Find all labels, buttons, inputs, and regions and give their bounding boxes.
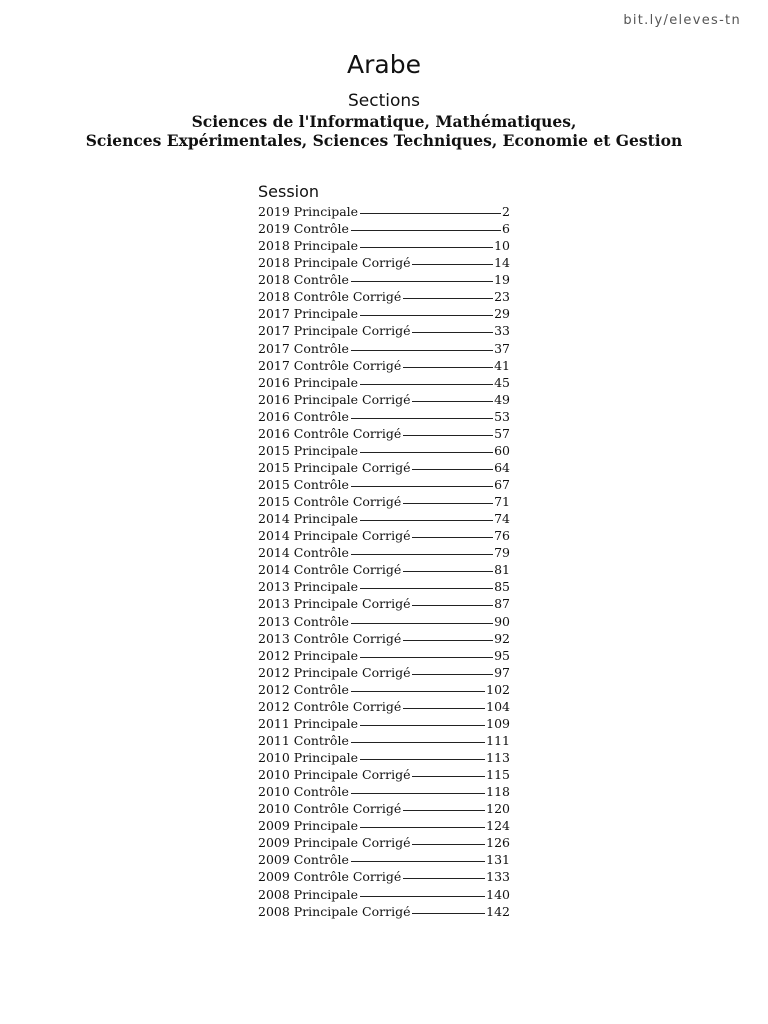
toc-entry-label: 2018 Principale [258,238,359,254]
toc-entry-page-number: 60 [494,442,510,458]
toc-entry[interactable] [258,595,510,612]
toc-entry-label: 2014 Principale [258,511,359,527]
toc-leader-line [360,827,485,828]
toc-entry-page-number: 45 [494,374,510,390]
toc-entry-page-number: 102 [486,681,510,697]
toc-entry-page-number: 126 [486,835,510,851]
toc-entry[interactable] [258,305,510,322]
toc-entry[interactable] [258,357,510,374]
toc-entry[interactable] [258,476,510,493]
toc-entry-page-number: 49 [494,391,510,407]
toc-leader-line [360,759,485,760]
toc-entry-page-number: 133 [486,869,510,885]
sections-list-line-1: Sciences de l'Informatique, Mathématiques, [191,112,577,131]
session-heading: Session [258,182,320,201]
toc-leader-line [351,418,493,419]
toc-leader-line [360,213,501,214]
toc-leader-line [403,878,485,879]
toc-entry-label: 2016 Contrôle [258,408,349,424]
toc-leader-line [360,384,493,385]
toc-entry-label: 2009 Principale Corrigé [258,835,411,851]
toc-entry-page-number: 120 [486,801,510,817]
toc-entry-page-number: 76 [494,528,510,544]
toc-entry-page-number: 118 [486,784,510,800]
toc-entry[interactable] [258,834,510,851]
toc-leader-line [360,657,493,658]
toc-entry-page-number: 64 [494,459,510,475]
toc-entry-label: 2012 Principale Corrigé [258,664,411,680]
toc-entry[interactable] [258,391,510,408]
toc-leader-line [403,503,493,504]
watermark-url: bit.ly/eleves-tn [623,13,741,28]
toc-leader-line [351,861,485,862]
toc-entry-label: 2011 Principale [258,715,359,731]
toc-entry-page-number: 85 [494,579,510,595]
toc-entry[interactable] [258,647,510,664]
toc-entry[interactable] [258,664,510,681]
toc-entry[interactable] [258,732,510,749]
toc-entry-label: 2018 Principale Corrigé [258,255,411,271]
toc-entry-label: 2008 Principale Corrigé [258,903,411,919]
toc-entry-label: 2017 Contrôle [258,340,349,356]
toc-entry-page-number: 23 [494,289,510,305]
toc-leader-line [403,708,485,709]
toc-leader-line [360,247,493,248]
toc-entry[interactable] [258,510,510,527]
toc-entry[interactable] [258,220,510,237]
toc-entry-page-number: 95 [494,647,510,663]
toc-entry[interactable] [258,544,510,561]
toc-entry-page-number: 19 [494,272,510,288]
toc-entry-label: 2015 Contrôle Corrigé [258,494,402,510]
toc-entry-label: 2012 Contrôle [258,681,349,697]
toc-entry[interactable] [258,408,510,425]
document-title: Arabe [347,50,421,79]
toc-leader-line [412,469,493,470]
toc-leader-line [351,554,493,555]
toc-entry[interactable] [258,868,510,885]
toc-leader-line [412,332,493,333]
toc-leader-line [403,810,485,811]
table-of-contents [258,203,510,920]
toc-entry[interactable] [258,766,510,783]
toc-entry-label: 2013 Principale [258,579,359,595]
toc-entry-label: 2010 Principale [258,750,359,765]
toc-leader-line [412,776,485,777]
toc-entry[interactable] [258,271,510,288]
toc-leader-line [351,623,493,624]
toc-leader-line [351,230,501,231]
toc-leader-line [412,913,485,914]
toc-entry[interactable] [258,817,510,834]
sections-heading: Sections [347,91,421,111]
toc-entry-page-number: 113 [486,750,510,765]
toc-leader-line [403,435,493,436]
toc-entry[interactable] [258,322,510,339]
toc-leader-line [412,264,493,265]
toc-entry[interactable] [258,459,510,476]
toc-leader-line [360,896,485,897]
toc-entry-page-number: 14 [494,255,510,271]
toc-leader-line [403,640,493,641]
toc-entry-page-number: 57 [494,425,510,441]
toc-entry-page-number: 79 [494,545,510,561]
toc-entry-page-number: 37 [494,340,510,356]
toc-entry-page-number: 6 [502,221,510,237]
toc-entry-label: 2014 Contrôle [258,545,349,561]
toc-entry-page-number: 53 [494,408,510,424]
toc-entry-page-number: 10 [494,238,510,254]
toc-entry-page-number: 33 [494,323,510,339]
toc-entry-page-number: 140 [486,886,510,902]
toc-entry[interactable] [258,374,510,391]
toc-entry-label: 2013 Contrôle Corrigé [258,630,402,646]
toc-entry-page-number: 90 [494,613,510,629]
toc-entry-label: 2016 Contrôle Corrigé [258,425,402,441]
toc-entry[interactable] [258,613,510,630]
toc-entry-label: 2012 Principale [258,647,359,663]
toc-entry-label: 2019 Principale [258,204,359,219]
toc-leader-line [351,350,493,351]
toc-leader-line [351,793,485,794]
toc-leader-line [412,674,493,675]
toc-entry[interactable] [258,203,510,220]
toc-entry-page-number: 104 [486,698,510,714]
toc-leader-line [351,691,485,692]
toc-entry-label: 2009 Contrôle [258,852,349,868]
toc-entry[interactable] [258,578,510,595]
toc-leader-line [412,537,493,538]
toc-entry-page-number: 81 [494,562,510,578]
toc-entry-label: 2010 Principale Corrigé [258,767,411,783]
toc-entry[interactable] [258,527,510,544]
toc-entry-label: 2010 Contrôle [258,784,349,800]
toc-entry-label: 2008 Principale [258,886,359,902]
toc-entry[interactable] [258,425,510,442]
toc-entry-label: 2012 Contrôle Corrigé [258,698,402,714]
toc-entry-page-number: 29 [494,306,510,322]
toc-leader-line [403,367,493,368]
toc-entry[interactable] [258,851,510,868]
toc-entry-page-number: 92 [494,630,510,646]
toc-entry-page-number: 67 [494,477,510,492]
toc-leader-line [412,844,485,845]
toc-leader-line [403,571,493,572]
toc-entry-page-number: 71 [494,494,510,510]
toc-entry-page-number: 97 [494,664,510,680]
toc-entry-label: 2013 Principale Corrigé [258,596,411,612]
toc-entry[interactable] [258,783,510,800]
toc-leader-line [403,298,493,299]
toc-entry-label: 2017 Contrôle Corrigé [258,357,402,373]
toc-entry[interactable] [258,288,510,305]
toc-entry-page-number: 131 [486,852,510,868]
toc-entry-page-number: 124 [486,818,510,834]
toc-entry[interactable] [258,493,510,510]
toc-entry-label: 2014 Principale Corrigé [258,528,411,544]
toc-entry[interactable] [258,561,510,578]
toc-entry-page-number: 74 [494,511,510,527]
toc-entry[interactable] [258,698,510,715]
toc-entry-label: 2016 Principale Corrigé [258,391,411,407]
toc-entry-page-number: 115 [486,767,510,783]
toc-entry-page-number: 87 [494,596,510,612]
toc-entry-page-number: 142 [486,903,510,919]
toc-entry-label: 2018 Contrôle [258,272,349,288]
toc-entry[interactable] [258,254,510,271]
toc-entry-label: 2009 Contrôle Corrigé [258,869,402,885]
toc-leader-line [412,401,493,402]
toc-entry-label: 2009 Principale [258,818,359,834]
toc-entry[interactable] [258,903,510,920]
toc-leader-line [351,281,493,282]
toc-entry-label: 2011 Contrôle [258,732,349,748]
toc-entry-label: 2013 Contrôle [258,613,349,629]
toc-leader-line [360,315,493,316]
toc-entry[interactable] [258,681,510,698]
toc-entry-label: 2017 Principale Corrigé [258,323,411,339]
toc-leader-line [360,452,493,453]
toc-entry[interactable] [258,630,510,647]
toc-leader-line [412,605,493,606]
toc-entry-label: 2010 Contrôle Corrigé [258,801,402,817]
toc-entry-page-number: 109 [486,715,510,731]
toc-entry[interactable] [258,749,510,766]
toc-entry-label: 2015 Contrôle [258,477,349,492]
toc-leader-line [360,588,493,589]
sections-list-line-2: Sciences Expérimentales, Sciences Techniques, Economie et Gestion [85,131,683,150]
toc-entry[interactable] [258,340,510,357]
toc-entry-label: 2019 Contrôle [258,221,349,237]
toc-entry-label: 2014 Contrôle Corrigé [258,562,402,578]
toc-entry[interactable] [258,886,510,903]
toc-entry-label: 2016 Principale [258,374,359,390]
toc-entry-label: 2015 Principale [258,442,359,458]
toc-entry-label: 2017 Principale [258,306,359,322]
toc-leader-line [360,520,493,521]
toc-entry-page-number: 2 [502,204,510,219]
toc-entry[interactable] [258,442,510,459]
toc-leader-line [351,742,485,743]
toc-leader-line [351,486,493,487]
toc-entry-page-number: 41 [494,357,510,373]
toc-entry[interactable] [258,237,510,254]
toc-leader-line [360,725,485,726]
toc-entry-label: 2015 Principale Corrigé [258,459,411,475]
toc-entry[interactable] [258,715,510,732]
toc-entry-page-number: 111 [486,732,510,748]
toc-entry[interactable] [258,800,510,817]
toc-entry-label: 2018 Contrôle Corrigé [258,289,402,305]
